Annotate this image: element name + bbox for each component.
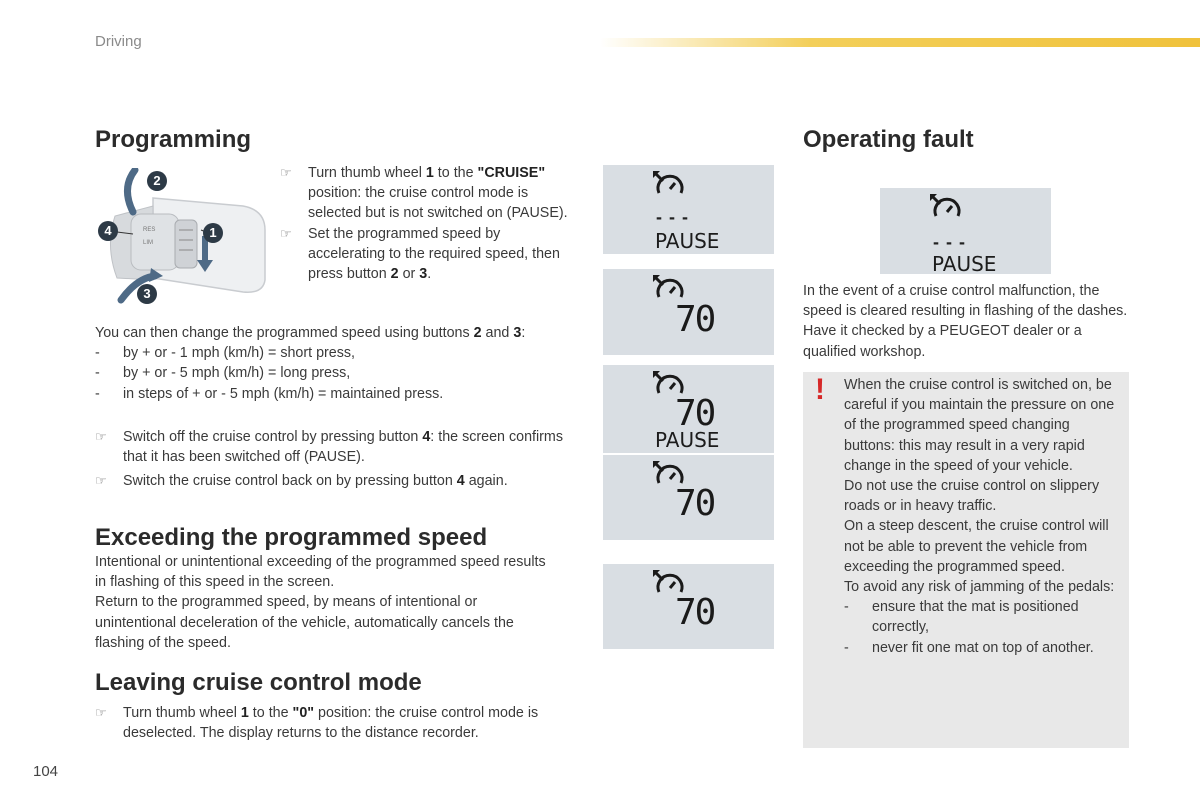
cruise-speedometer-icon (653, 275, 682, 297)
display-pause (603, 165, 774, 254)
section-label: Driving (95, 33, 142, 50)
cruise-speedometer-icon (653, 570, 682, 592)
display-speed-value: 70 (675, 483, 715, 524)
svg-text:LIM: LIM (143, 240, 154, 246)
programming-steps (280, 163, 570, 284)
exceeding-heading: Exceeding the programmed speed (95, 524, 488, 551)
display-speed-pause (603, 365, 774, 453)
list-item: - by + or - 5 mph (km/h) = long press, (95, 365, 351, 382)
list-item: - by + or - 1 mph (km/h) = short press, (95, 345, 356, 362)
switch-off-instruction: ☞ Switch off the cruise control by pressing button 4: the screen confirms that it has been switched off (PAUSE). (95, 429, 563, 466)
hand-pointer-icon: ☞ (95, 473, 107, 488)
hand-pointer-icon: ☞ (280, 225, 292, 241)
fault-body: In the event of a cruise control malfunction, the speed is cleared resulting in flashing of the dashes. Have it checked by a PEUGEOT dealer or a qualified workshop. (803, 283, 1128, 360)
svg-text:RES: RES (143, 227, 156, 233)
display-pause-text: PAUSE (655, 229, 720, 253)
switch-on-instruction: ☞ Switch the cruise control back on by pressing button 4 again. (95, 471, 565, 491)
programming-step-1: ☞ Turn thumb wheel 1 to the "CRUISE" position: the cruise control mode is selected but is not switched on (PAUSE). (280, 165, 568, 222)
hand-pointer-icon: ☞ (95, 705, 107, 720)
leaving-instruction: ☞ Turn thumb wheel 1 to the "0" position: the cruise control mode is deselected. The display returns to the distance recorder. (95, 705, 539, 742)
hand-pointer-icon: ☞ (280, 165, 292, 180)
warning-exclamation-icon: ! (815, 373, 825, 406)
diagram-label-1: 1 (203, 223, 223, 243)
programming-step-2: ☞ Set the programmed speed by accelerating to the required speed, then press button 2 or 3. (280, 225, 560, 283)
display-speed-3 (603, 564, 774, 649)
display-speed-2 (603, 455, 774, 540)
cruise-stalk-diagram (93, 168, 268, 308)
display-fault-pause (880, 188, 1051, 274)
cruise-speedometer-icon (653, 371, 682, 393)
programming-heading: Programming (95, 126, 252, 153)
change-speed-intro: You can then change the programmed speed using buttons 2 and 3: (95, 325, 526, 341)
diagram-label-4: 4 (98, 221, 118, 241)
display-dashes: - - - (656, 207, 689, 227)
header-accent-bar (600, 38, 1200, 47)
display-pause-text: PAUSE (655, 428, 720, 452)
list-item: - in steps of + or - 5 mph (km/h) = maintained press. (95, 385, 444, 402)
list-item: - ensure that the mat is positioned correctly, (844, 599, 1079, 636)
cruise-speedometer-icon (653, 171, 682, 193)
warning-text: When the cruise control is switched on, be careful if you maintain the pressure on one of the programmed speed changing buttons: this may result in a very rapid change in the speed of your vehicle. Do not use the cruise control on slippery roads or in heavy traffic. On a steep descent, the cruise control will not be able to prevent the vehicle from exceeding the programmed speed. To avoid any risk of jamming of the pedals: - ensure that the mat is positioned correctly, - never fit one mat on top of another. (844, 375, 1124, 658)
display-pause-text: PAUSE (932, 252, 997, 276)
display-speed-1 (603, 269, 774, 355)
display-speed-value: 70 (675, 592, 715, 633)
cruise-speedometer-icon (653, 461, 682, 483)
diagram-label-2: 2 (147, 171, 167, 191)
page-number: 104 (33, 763, 59, 780)
change-speed-block (95, 323, 575, 404)
cruise-speedometer-icon (930, 194, 959, 216)
display-speed-value: 70 (675, 393, 715, 434)
hand-pointer-icon: ☞ (95, 429, 107, 444)
display-speed-value: 70 (675, 299, 715, 340)
fault-heading: Operating fault (803, 126, 974, 153)
exceeding-body: Intentional or unintentional exceeding of the programmed speed results in flashing of this speed in the screen. Return to the programmed speed, by means of intentional or unintentional deceleration of the vehicle, automatically cancels the flashing of the speed. (95, 554, 546, 651)
list-item: - never fit one mat on top of another. (844, 639, 1094, 656)
diagram-label-3: 3 (137, 284, 157, 304)
leaving-heading: Leaving cruise control mode (95, 669, 422, 696)
display-dashes: - - - (933, 232, 966, 252)
